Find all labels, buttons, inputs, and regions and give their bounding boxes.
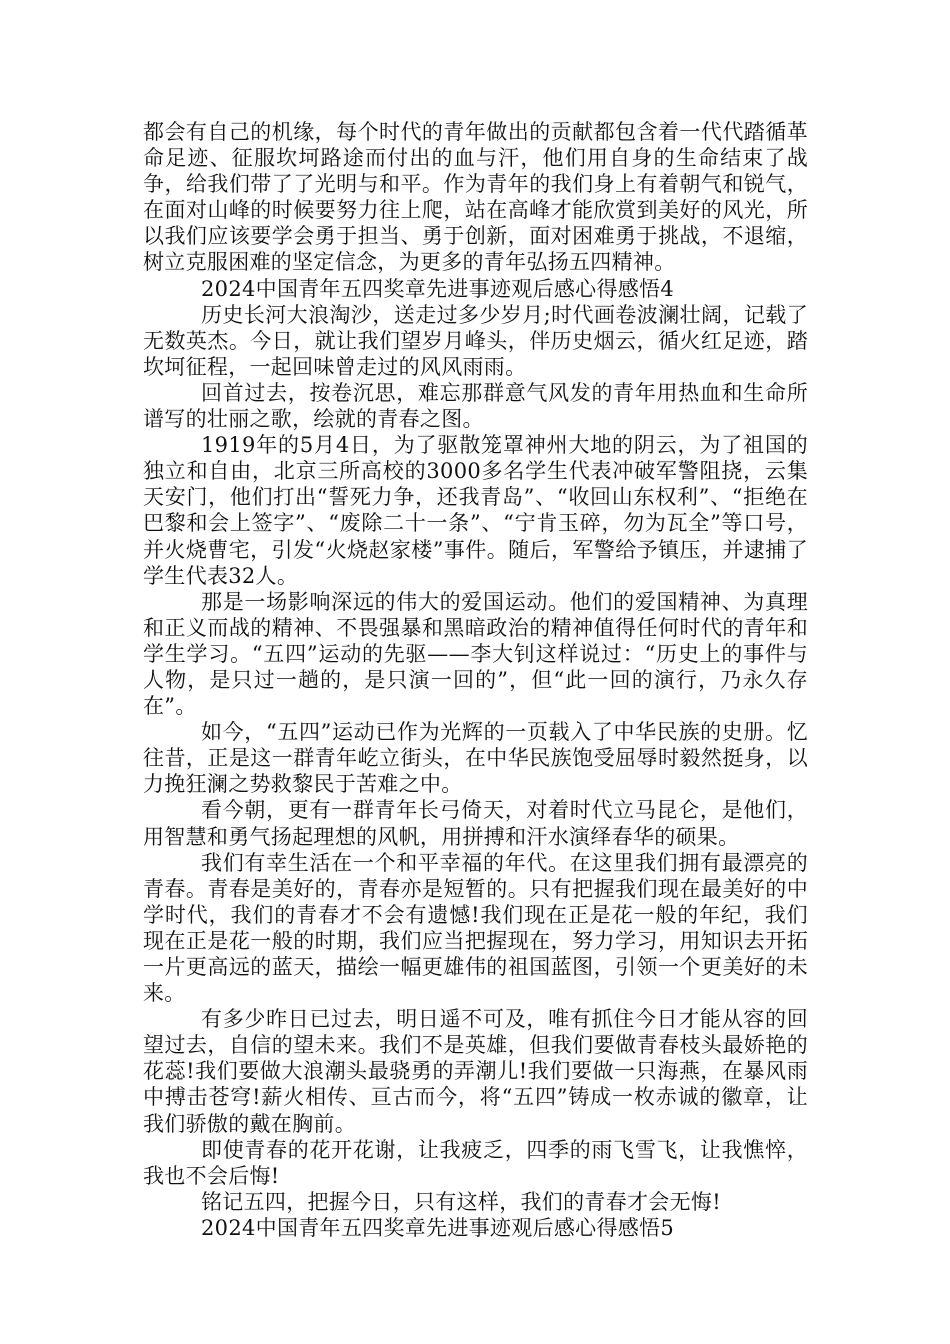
paragraph: 如今，“五四”运动已作为光辉的一页载入了中华民族的史册。忆往昔，正是这一群青年屹立街头，在中华民族饱受屈辱时毅然挺身，以力挽狂澜之势救黎民于苦难之中。 xyxy=(143,720,808,797)
section-heading-5: 2024中国青年五四奖章先进事迹观后感心得感悟5 xyxy=(201,1215,675,1240)
section-heading-4: 2024中国青年五四奖章先进事迹观后感心得感悟4 xyxy=(201,276,675,301)
paragraph: 即使青春的花开花谢，让我疲乏，四季的雨飞雪飞，让我憔悴，我也不会后悔! xyxy=(143,1137,808,1188)
paragraph: 1919年的5月4日，为了驱散笼罩神州大地的阴云，为了祖国的独立和自由，北京三所高校的3000多名学生代表冲破军警阻挠，云集天安门，他们打出“誓死力争，还我青岛”、“收回山东权利”、“拒绝在巴黎和会上签字”、“废除二十一条”、“宁肯玉碎，勿为瓦全”等口号，并火烧曹宅，引发“火烧赵家楼”事件。随后，军警给予镇压，并逮捕了学生代表32人。 xyxy=(143,433,808,588)
paragraph: 看今朝，更有一群青年长弓倚天，对着时代立马昆仑，是他们，用智慧和勇气扬起理想的风帆，用拼搏和汗水演绎春华的硕果。 xyxy=(143,798,808,849)
paragraph-continuation: 都会有自己的机缘，每个时代的青年做出的贡献都包含着一代代踏循革命足迹、征服坎坷路途而付出的血与汗，他们用自身的生命结束了战争，给我们带了了光明与和平。作为青年的我们身上有着朝气和锐气，在面对山峰的时候要努力往上爬，站在高峰才能欣赏到美好的风光，所以我们应该要学会勇于担当、勇于创新，面对困难勇于挑战，不退缩，树立克服困难的坚定信念，为更多的青年弘扬五四精神。 xyxy=(143,120,808,275)
paragraph: 我们有幸生活在一个和平幸福的年代。在这里我们拥有最漂亮的青春。青春是美好的，青春亦是短暂的。只有把握我们现在最美好的中学时代，我们的青春才不会有遗憾!我们现在正是花一般的年纪，我们现在正是花一般的时期，我们应当把握现在，努力学习，用知识去开拓一片更高远的蓝天，描绘一幅更雄伟的祖国蓝图，引领一个更美好的未来。 xyxy=(143,850,808,1006)
paragraph: 铭记五四，把握今日，只有这样，我们的青春才会无悔! xyxy=(201,1189,721,1214)
document-body xyxy=(143,119,808,1241)
paragraph: 那是一场影响深远的伟大的爱国运动。他们的爱国精神、为真理和正义而战的精神、不畏强暴和黑暗政治的精神值得任何时代的青年和学生学习。“五四”运动的先驱——李大钊这样说过：“历史上的事件与人物，是只过一趟的，是只演一回的”，但“此一回的演行，乃永久存在”。 xyxy=(143,589,808,719)
paragraph: 有多少昨日已过去，明日遥不可及，唯有抓住今日才能从容的回望过去，自信的望未来。我们不是英雄，但我们要做青春枝头最娇艳的花蕊!我们要做大浪潮头最骁勇的弄潮儿!我们要做一只海燕，在暴风雨中搏击苍穹!薪火相传、亘古而今，将“五四”铸成一枚赤诚的徽章，让我们骄傲的戴在胸前。 xyxy=(143,1007,808,1136)
paragraph: 回首过去，按卷沉思，难忘那群意气风发的青年用热血和生命所谱写的壮丽之歌，绘就的青春之图。 xyxy=(143,380,808,432)
paragraph: 历史长河大浪淘沙，送走过多少岁月;时代画卷波澜壮阔，记载了无数英杰。今日，就让我们望岁月峰头，伴历史烟云，循火红足迹，踏坎坷征程，一起回味曾走过的风风雨雨。 xyxy=(143,302,808,379)
